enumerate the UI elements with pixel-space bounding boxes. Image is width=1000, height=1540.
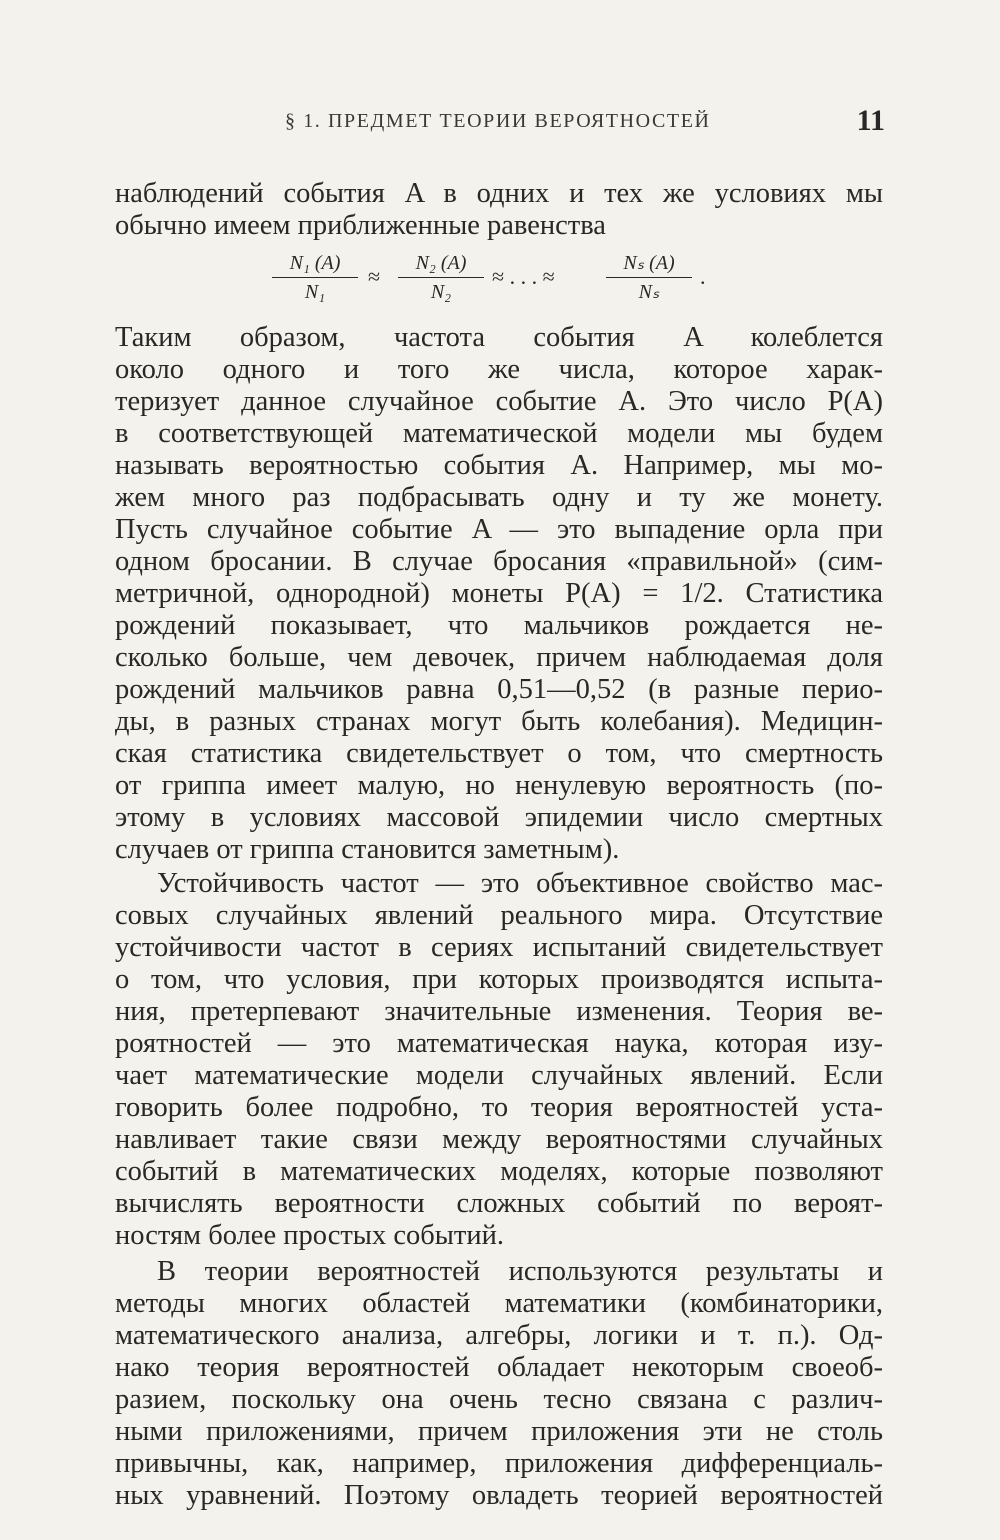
text-line: ния, претерпевают значительные изменения. Теория ве- [115,996,883,1027]
fraction-denominator: N₂ [430,281,452,303]
running-head: § 1. ПРЕДМЕТ ТЕОРИИ ВЕРОЯТНОСТЕЙ [285,110,711,132]
text-line: совых случайных явлений реального мира. Отсутствие [115,900,883,931]
text-line: одном бросании. В случае бросания «правильной» (сим- [115,546,883,577]
page-number: 11 [856,104,885,137]
text-line: В теории вероятностей используются результаты и [157,1256,883,1287]
text-line: ды, в разных странах могут быть колебания). Медицин- [115,706,883,737]
text-line: ными приложениями, причем приложения эти не столь [115,1416,883,1447]
text-line: роятностей — это математическая наука, которая изу- [115,1028,883,1059]
text-line: теризует данное случайное событие A. Это число P(A) [115,386,883,417]
fraction-numerator: N₂ (A) [415,252,467,274]
text-line: навливает такие связи между вероятностями случайных [115,1124,883,1155]
fraction-numerator: N₁ (A) [289,252,341,274]
text-line: метричной, однородной) монеты P(A) = 1/2. Статистика [115,578,883,609]
fraction-3 [604,250,694,305]
text-line: нако теория вероятностей обладает некоторым своеоб- [115,1352,883,1383]
frequency-formula [270,250,720,310]
approx-sign: ≈ [368,264,381,289]
text-line: сколько больше, чем девочек, причем наблюдаемая доля [115,642,883,673]
text-line: математического анализа, алгебры, логики и т. п.). Од- [115,1320,883,1351]
fraction-2 [396,250,486,305]
text-line: ская статистика свидетельствует о том, что смертность [115,738,883,769]
text-line: привычны, как, например, приложения дифференциаль- [115,1448,883,1479]
text-line: о том, что условия, при которых производятся испыта- [115,964,883,995]
text-line: наблюдений события A в одних и тех же условиях мы [115,178,883,209]
text-line: говорить более подробно, то теория вероятностей уста- [115,1092,883,1123]
text-line: вычислять вероятности сложных событий по вероят- [115,1188,883,1219]
text-line: устойчивости частот в сериях испытаний свидетельствует [115,932,883,963]
text-line: рождений мальчиков равна 0,51—0,52 (в разные перио- [115,674,883,705]
text-line: ных уравнений. Поэтому овладеть теорией вероятностей [115,1480,883,1511]
page-header [115,104,885,144]
text-line: случаев от гриппа становится заметным). [115,834,620,865]
text-line: методы многих областей математики (комбинаторики, [115,1288,883,1319]
text-line: чает математические модели случайных явлений. Если [115,1060,883,1091]
text-line: около одного и того же числа, которое харак- [115,354,883,385]
text-line: рождений показывает, что мальчиков рождается не- [115,610,883,641]
text-line: разием, поскольку она очень тесно связана с различ- [115,1384,883,1415]
text-line: этому в условиях массовой эпидемии число смертных [115,802,883,833]
fraction-numerator: Nₛ (A) [623,252,675,274]
formula-period: . [700,264,706,289]
text-line: называть вероятностью события A. Например, мы мо- [115,450,883,481]
text-line: от гриппа имеет малую, но ненулевую вероятность (по- [115,770,883,801]
text-line: в соответствующей математической модели мы будем [115,418,883,449]
text-line: Пусть случайное событие A — это выпадение орла при [115,514,883,545]
text-line: Таким образом, частота события A колеблется [115,322,883,353]
fraction-denominator: N₁ [304,281,326,303]
fraction-denominator: Nₛ [638,281,660,303]
text-line: обычно имеем приближенные равенства [115,210,606,241]
text-line: ностям более простых событий. [115,1220,504,1251]
text-line: Устойчивость частот — это объективное свойство мас- [157,868,883,899]
fraction-1 [270,250,360,305]
text-line: событий в математических моделях, которые позволяют [115,1156,883,1187]
approx-ellipsis: ≈ . . . ≈ [492,264,555,289]
text-line: жем много раз подбрасывать одну и ту же монету. [115,482,883,513]
